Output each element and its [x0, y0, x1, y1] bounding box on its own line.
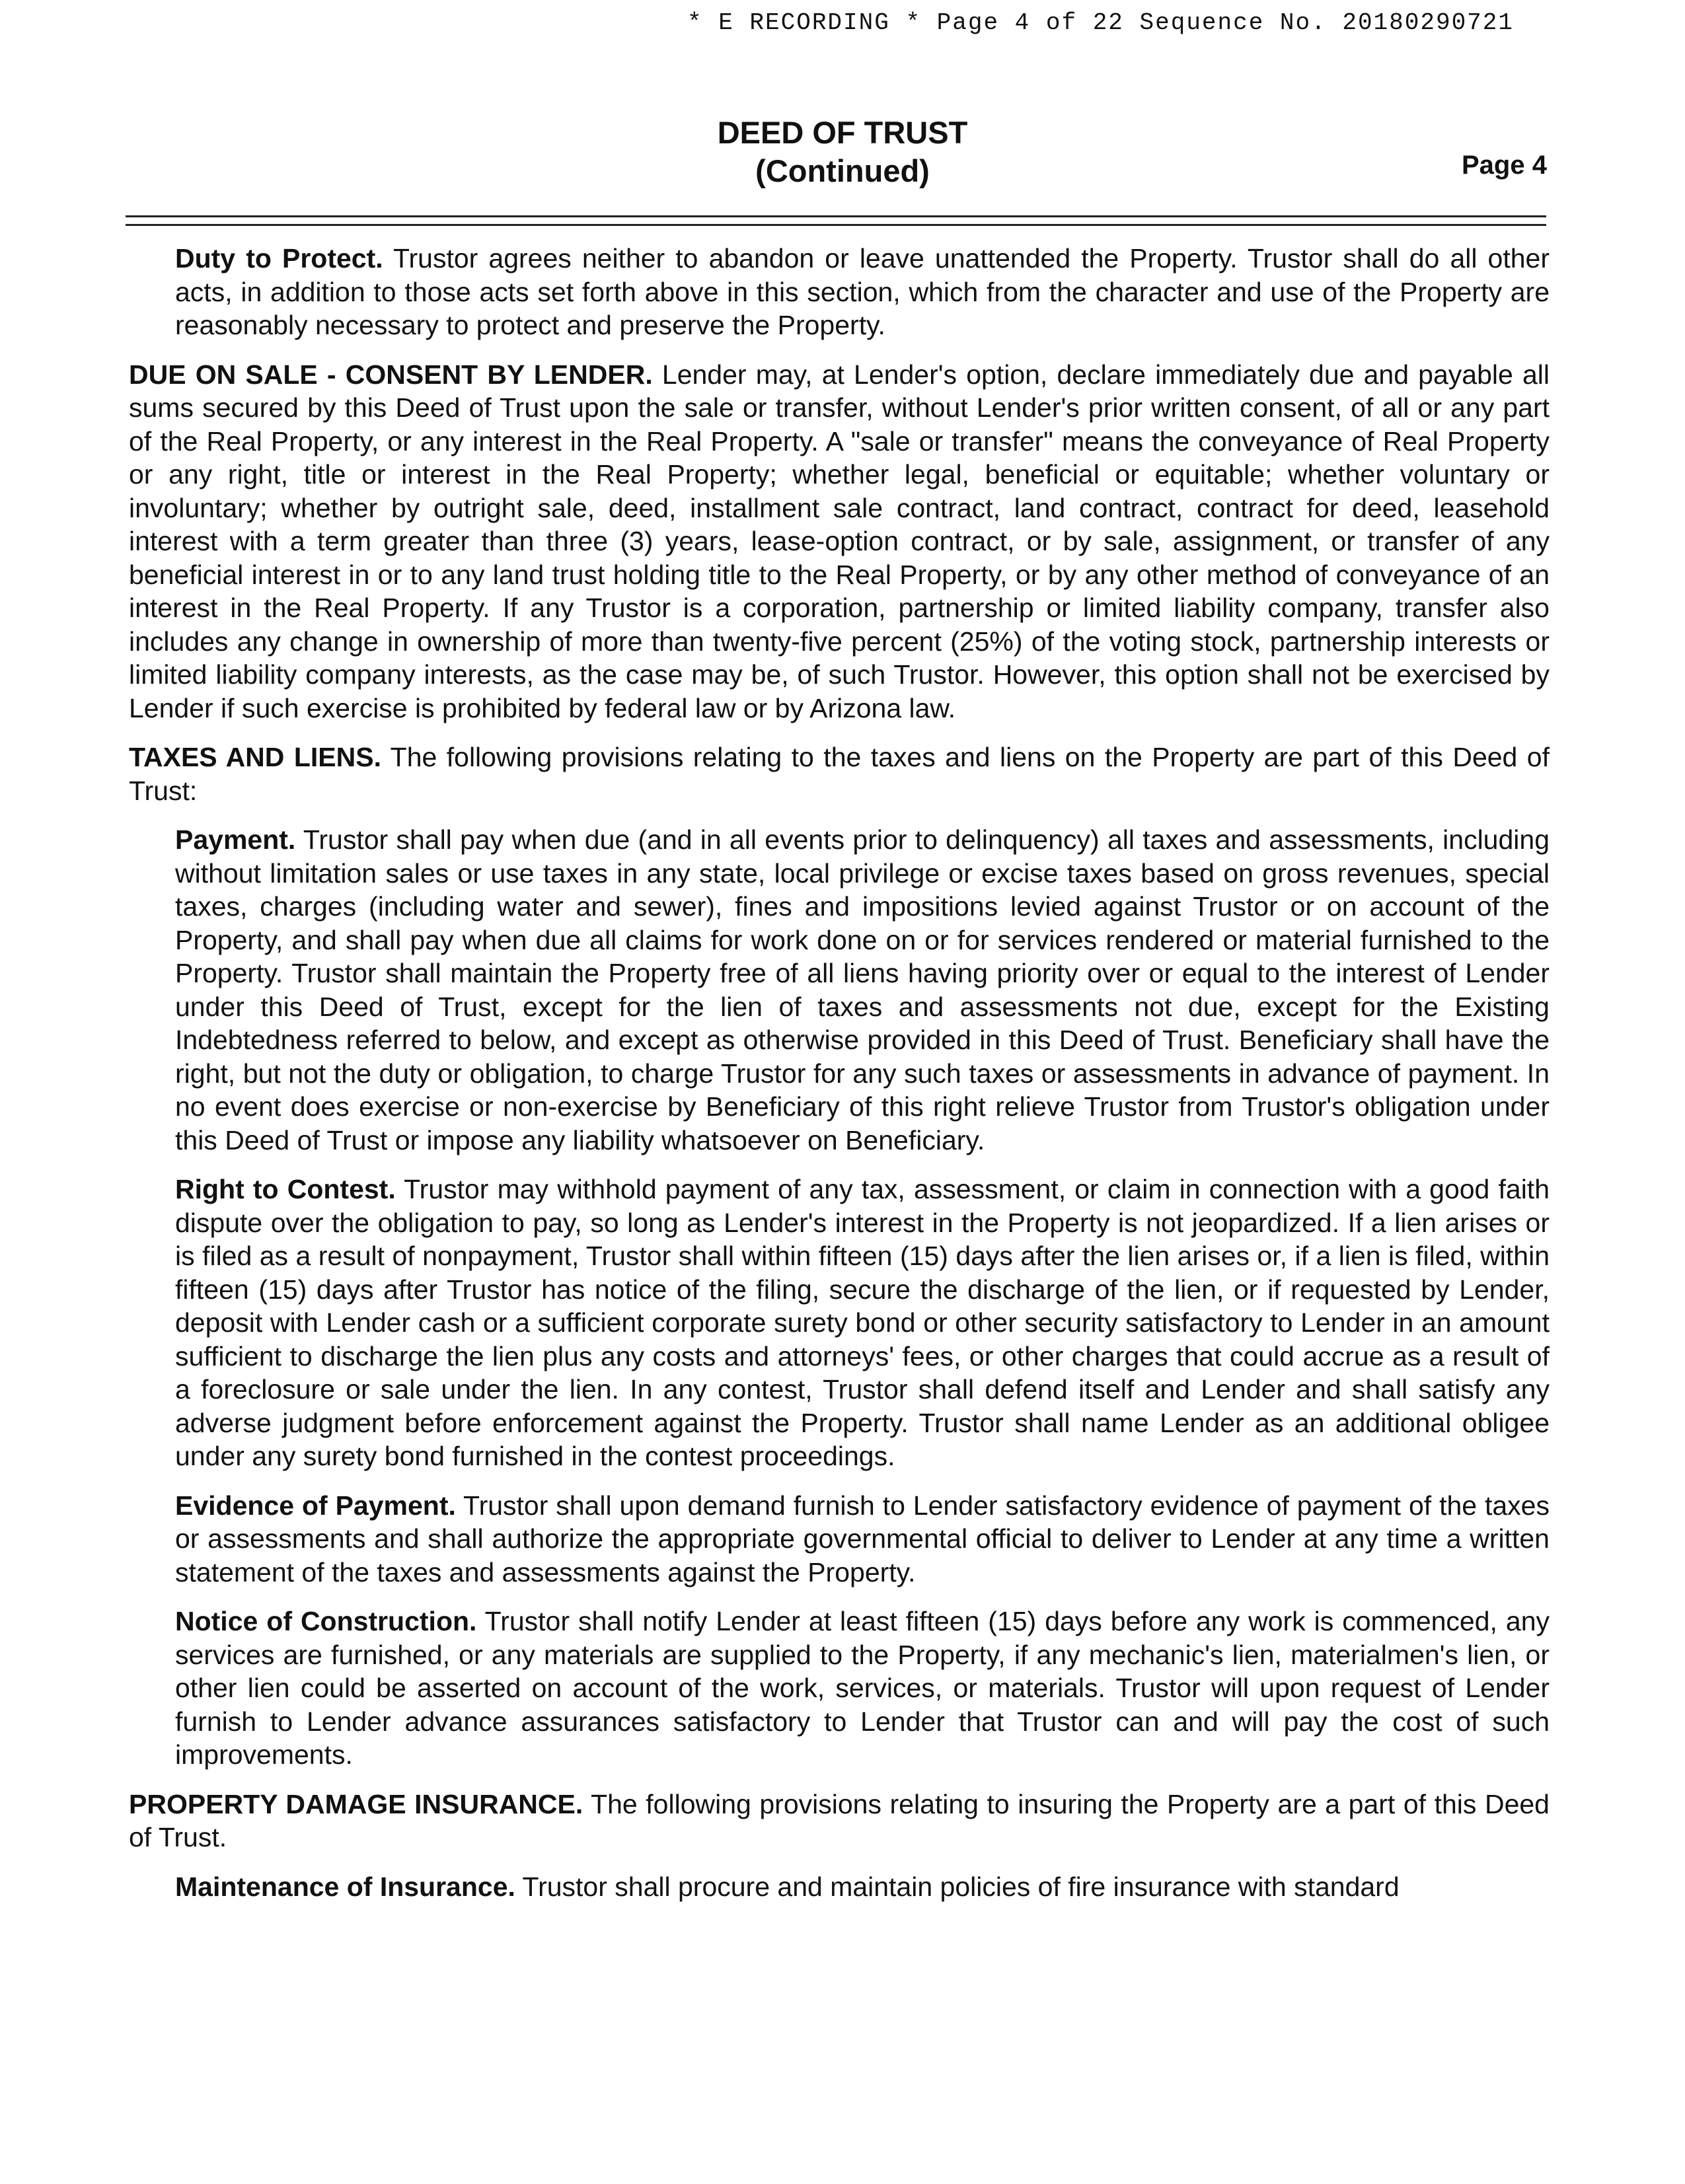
section-payment — [175, 823, 1550, 1157]
header-rule-bottom — [126, 224, 1546, 226]
section-text: Trustor shall upon demand furnish to Lender satisfactory evidence of payment of the taxes or assessments and shall authorize the appropriate governmental official to deliver to Lender at any time a written statement of the taxes and assessments against the Property. — [175, 1490, 1550, 1587]
section-text: Trustor shall pay when due (and in all events prior to delinquency) all taxes and assessments, including without limitation sales or use taxes in any state, local privilege or excise taxes based on gross revenues, special taxes, charges (including water and sewer), fines and impositions levied against Trustor or on account of the Property, and shall pay when due all claims for work done on or for services rendered or material furnished to the Property. Trustor shall maintain the Property free of all liens having priority over or equal to the interest of Lender under this Deed of Trust, except for the lien of taxes and assessments not due, except for the Existing Indebtedness referred to below, and except as otherwise provided in this Deed of Trust. Beneficiary shall have the right, but not the duty or obligation, to charge Trustor for any such taxes or assessments in advance of payment. In no event does exercise or non-exercise by Beneficiary of this right relieve Trustor from Trustor's obligation under this Deed of Trust or impose any liability whatsoever on Beneficiary. — [175, 824, 1550, 1155]
section-evidence-of-payment — [175, 1489, 1550, 1589]
section-heading: Duty to Protect. — [175, 243, 383, 273]
section-heading: DUE ON SALE - CONSENT BY LENDER. — [129, 359, 653, 390]
section-heading: PROPERTY DAMAGE INSURANCE. — [129, 1788, 583, 1819]
section-heading: Right to Contest. — [175, 1174, 396, 1204]
document-body — [129, 242, 1550, 1919]
section-heading: Evidence of Payment. — [175, 1490, 456, 1521]
section-text: Lender may, at Lender's option, declare immediately due and payable all sums secured by this Deed of Trust upon the sale or transfer, without Lender's prior written consent, of all or any part of the Real Property, or any interest in the Real Property. A "sale or transfer" means the conveyance of Real Property or any right, title or interest in the Real Property; whether legal, beneficial or equitable; whether voluntary or involuntary; whether by outright sale, deed, installment sale contract, land contract, contract for deed, leasehold interest with a term greater than three (3) years, lease-option contract, or by sale, assignment, or transfer of any beneficial interest in or to any land trust holding title to the Real Property, or by any other method of conveyance of an interest in the Real Property. If any Trustor is a corporation, partnership or limited liability company, transfer also includes any change in ownership of more than twenty-five percent (25%) of the voting stock, partnership interests or limited liability company interests, as the case may be, of such Trustor. However, this option shall not be exercised by Lender if such exercise is prohibited by federal law or by Arizona law. — [129, 359, 1550, 723]
section-due-on-sale — [129, 358, 1550, 725]
section-text: Trustor shall notify Lender at least fifteen (15) days before any work is commenced, any services are furnished, or any materials are supplied to the Property, if any mechanic's lien, materialmen's lien, or other lien could be asserted on account of the work, services, or materials. Trustor will upon request of Lender furnish to Lender advance assurances satisfactory to Lender that Trustor can and will pay the cost of such improvements. — [175, 1606, 1550, 1770]
section-heading: Notice of Construction. — [175, 1606, 477, 1636]
section-notice-of-construction — [175, 1605, 1550, 1772]
recording-header: * E RECORDING * Page 4 of 22 Sequence No. 20180290721 — [687, 9, 1514, 36]
section-taxes-and-liens — [129, 741, 1550, 807]
section-duty-to-protect — [175, 242, 1550, 342]
document-title-block — [0, 114, 1685, 190]
section-text: The following provisions relating to the taxes and liens on the Property are part of this Deed of Trust: — [129, 742, 1550, 806]
document-subtitle: (Continued) — [755, 153, 930, 188]
section-heading: TAXES AND LIENS. — [129, 742, 381, 772]
section-text: Trustor shall procure and maintain policies of fire insurance with standard — [515, 1871, 1400, 1902]
section-right-to-contest — [175, 1173, 1550, 1473]
section-text: The following provisions relating to insuring the Property are a part of this Deed of Trust. — [129, 1788, 1550, 1852]
section-text: Trustor may withhold payment of any tax, assessment, or claim in connection with a good faith dispute over the obligation to pay, so long as Lender's interest in the Property is not jeopardized. If a lien arises or is filed as a result of nonpayment, Trustor shall within fifteen (15) days after the lien arises or, if a lien is filed, within fifteen (15) days after Trustor has notice of the filing, secure the discharge of the lien, or if requested by Lender, deposit with Lender cash or a sufficient corporate surety bond or other security satisfactory to Lender in an amount sufficient to discharge the lien plus any costs and attorneys' fees, or other charges that could accrue as a result of a foreclosure or sale under the lien. In any contest, Trustor shall defend itself and Lender and shall satisfy any adverse judgment before enforcement against the Property. Trustor shall name Lender as an additional obligee under any surety bond furnished in the contest proceedings. — [175, 1174, 1550, 1471]
section-property-damage-insurance — [129, 1788, 1550, 1854]
section-text: Trustor agrees neither to abandon or leave unattended the Property. Trustor shall do all other acts, in addition to those acts set forth above in this section, which from the character and use of the Property are reasonably necessary to protect and preserve the Property. — [175, 243, 1550, 340]
section-heading: Maintenance of Insurance. — [175, 1871, 515, 1902]
section-heading: Payment. — [175, 824, 296, 855]
header-rule-top — [126, 215, 1546, 217]
section-maintenance-of-insurance — [175, 1870, 1550, 1904]
document-title: DEED OF TRUST — [717, 115, 968, 150]
page-number: Page 4 — [1462, 151, 1547, 180]
